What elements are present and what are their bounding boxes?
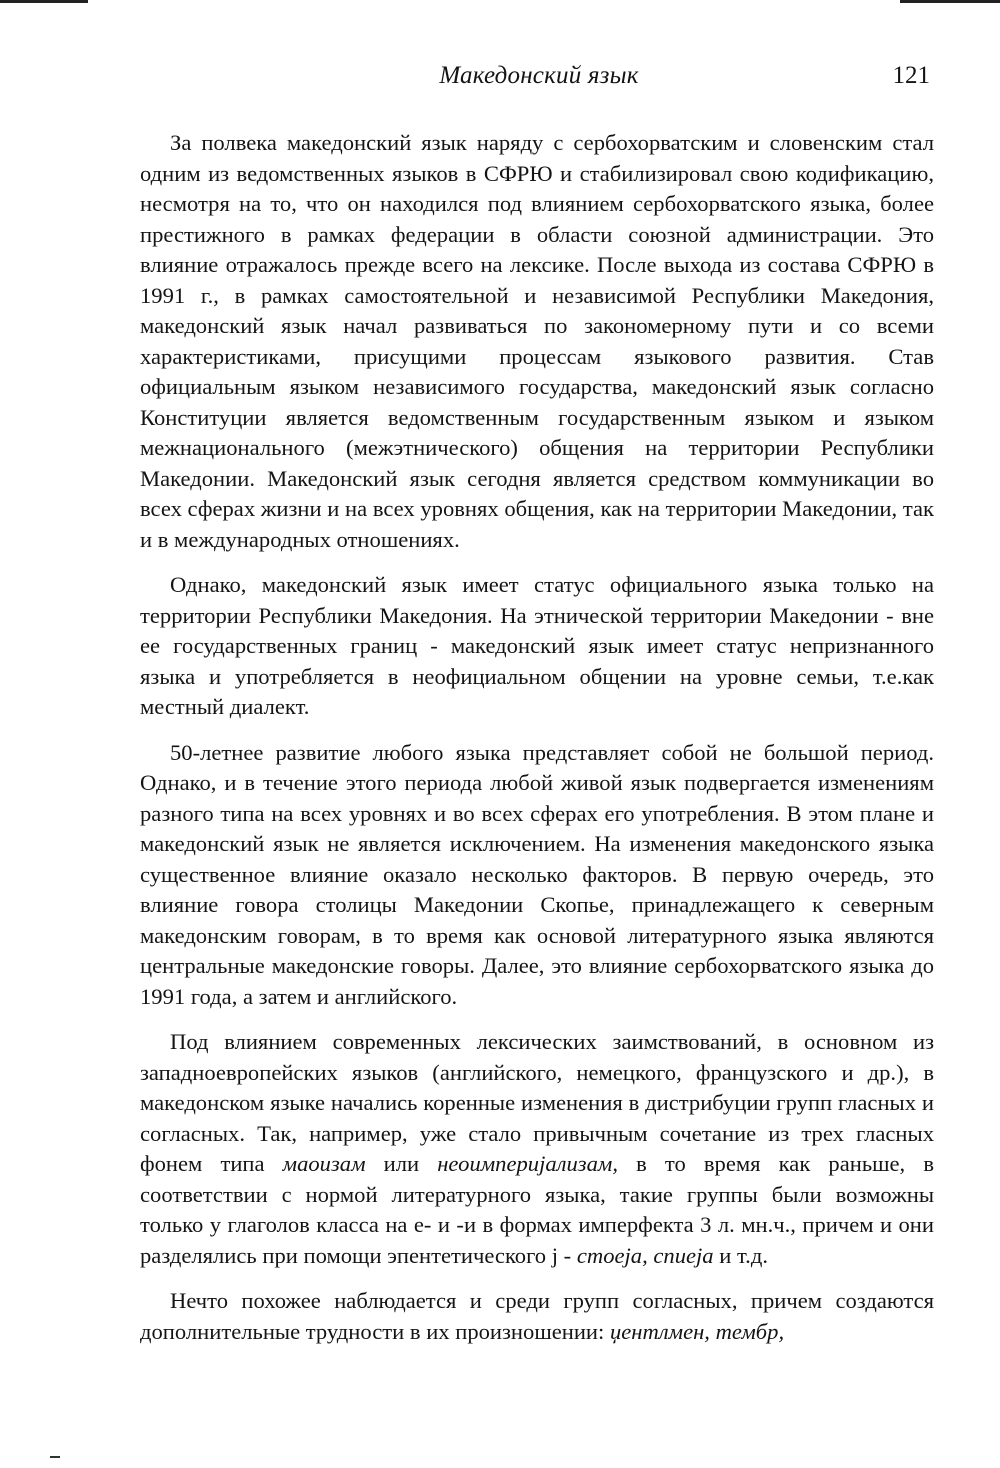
paragraph-2: Однако, македонский язык имеет статус официального языка только на территории Республики Македония. На этнической территории Македонии - вне ее государственных границ - македонский язык имеет статус непризнанного языка и употребляется в неофициальном общении на уровне семьи, т.е.как местный диалект.: [140, 572, 934, 719]
paragraph-4-text-e: и т.д.: [713, 1242, 768, 1268]
epenthetic-j: ј: [551, 1242, 559, 1268]
page-number: 121: [892, 62, 930, 89]
paragraph-1: За полвека македонский язык наряду с сербохорватским и словенским стал одним из ведомственных языков в СФРЮ и стабилизировал свою кодификацию, несмотря на то, что он находился под влиянием сербохорватского языка, более престижного в рамках федерации в области союзной администрации. Это влияние отражалось прежде всего на лексике. После выхода из состава СФРЮ в 1991 г., в рамках самостоятельной и независимой Республики Македония, македонский язык начал развиваться по закономерному пути и со всеми характеристиками, присущими процессам языкового развития. Став официальным языком независимого государства, македонский язык согласно Конституции является ведомственным государственным языком и языком межнационального (межэтнического) общения на территории Республики Македонии. Македонский язык сегодня является средством коммуникации во всех сферах жизни и на всех уровнях общения, как на территории Македонии, так и в международных отношениях.: [140, 130, 934, 552]
running-title: Македонский язык: [439, 62, 639, 89]
example-dzentlmen-tembr: џентлмен, тембр,: [609, 1318, 785, 1344]
example-maoizam: маоизам: [282, 1151, 366, 1176]
paragraph-3: 50-летнее развитие любого языка представляет собой не большой период. Однако, и в течение этого периода любой живой язык подвергается изменениям разного типа на всех уровнях и во всех сферах его употребления. В этом плане и македонский язык не является исключением. На изменения македонского языка существенное влияние оказало несколько факторов. В первую очередь, это влияние говора столицы Македонии Скопье, принадлежащего к северным македонским говорам, в то время как основой литературного языка являются центральные македонские говоры. Далее, это влияние сербохорватского языка до 1991 года, а затем и английского.: [140, 739, 934, 1009]
running-head: [140, 62, 938, 98]
paragraph-4-text-d: -: [558, 1242, 577, 1268]
paragraph-4: [140, 1027, 934, 1271]
top-edge-rule-left: [0, 0, 88, 3]
scan-speck: [50, 1456, 60, 1458]
paragraph-5-text-a: Нечто похожее наблюдается и среди групп согласных, причем создаются дополнительные трудности в их произношении:: [140, 1288, 934, 1344]
paragraph-4-text-b: или: [365, 1151, 438, 1176]
paragraph-4-text-c: в то время как раньше, в соответствии с нормой литературного языка, такие группы были возможны только у глаголов класса на е- и -и в формах имперфекта 3 л. мн.ч., причем и они разделялись при помощи эпентетического: [140, 1151, 934, 1268]
example-stoeja-spieja: стоеја, спиеја: [576, 1242, 714, 1268]
text-body: [140, 128, 934, 1347]
paragraph-4-text-a: Под влиянием современных лексических заимствований, в основном из западноевропейских языков (английского, немецкого, французского и др.), в македонском языке начались коренные изменения в дистрибуции групп гласных и согласных. Так, например, уже стало привычным сочетание из трех гласных фонем типа: [140, 1029, 934, 1176]
example-neoimperijalizam: неоимперијализам,: [437, 1151, 618, 1176]
top-edge-rule-right: [900, 0, 1000, 3]
paragraph-5: [140, 1286, 934, 1347]
